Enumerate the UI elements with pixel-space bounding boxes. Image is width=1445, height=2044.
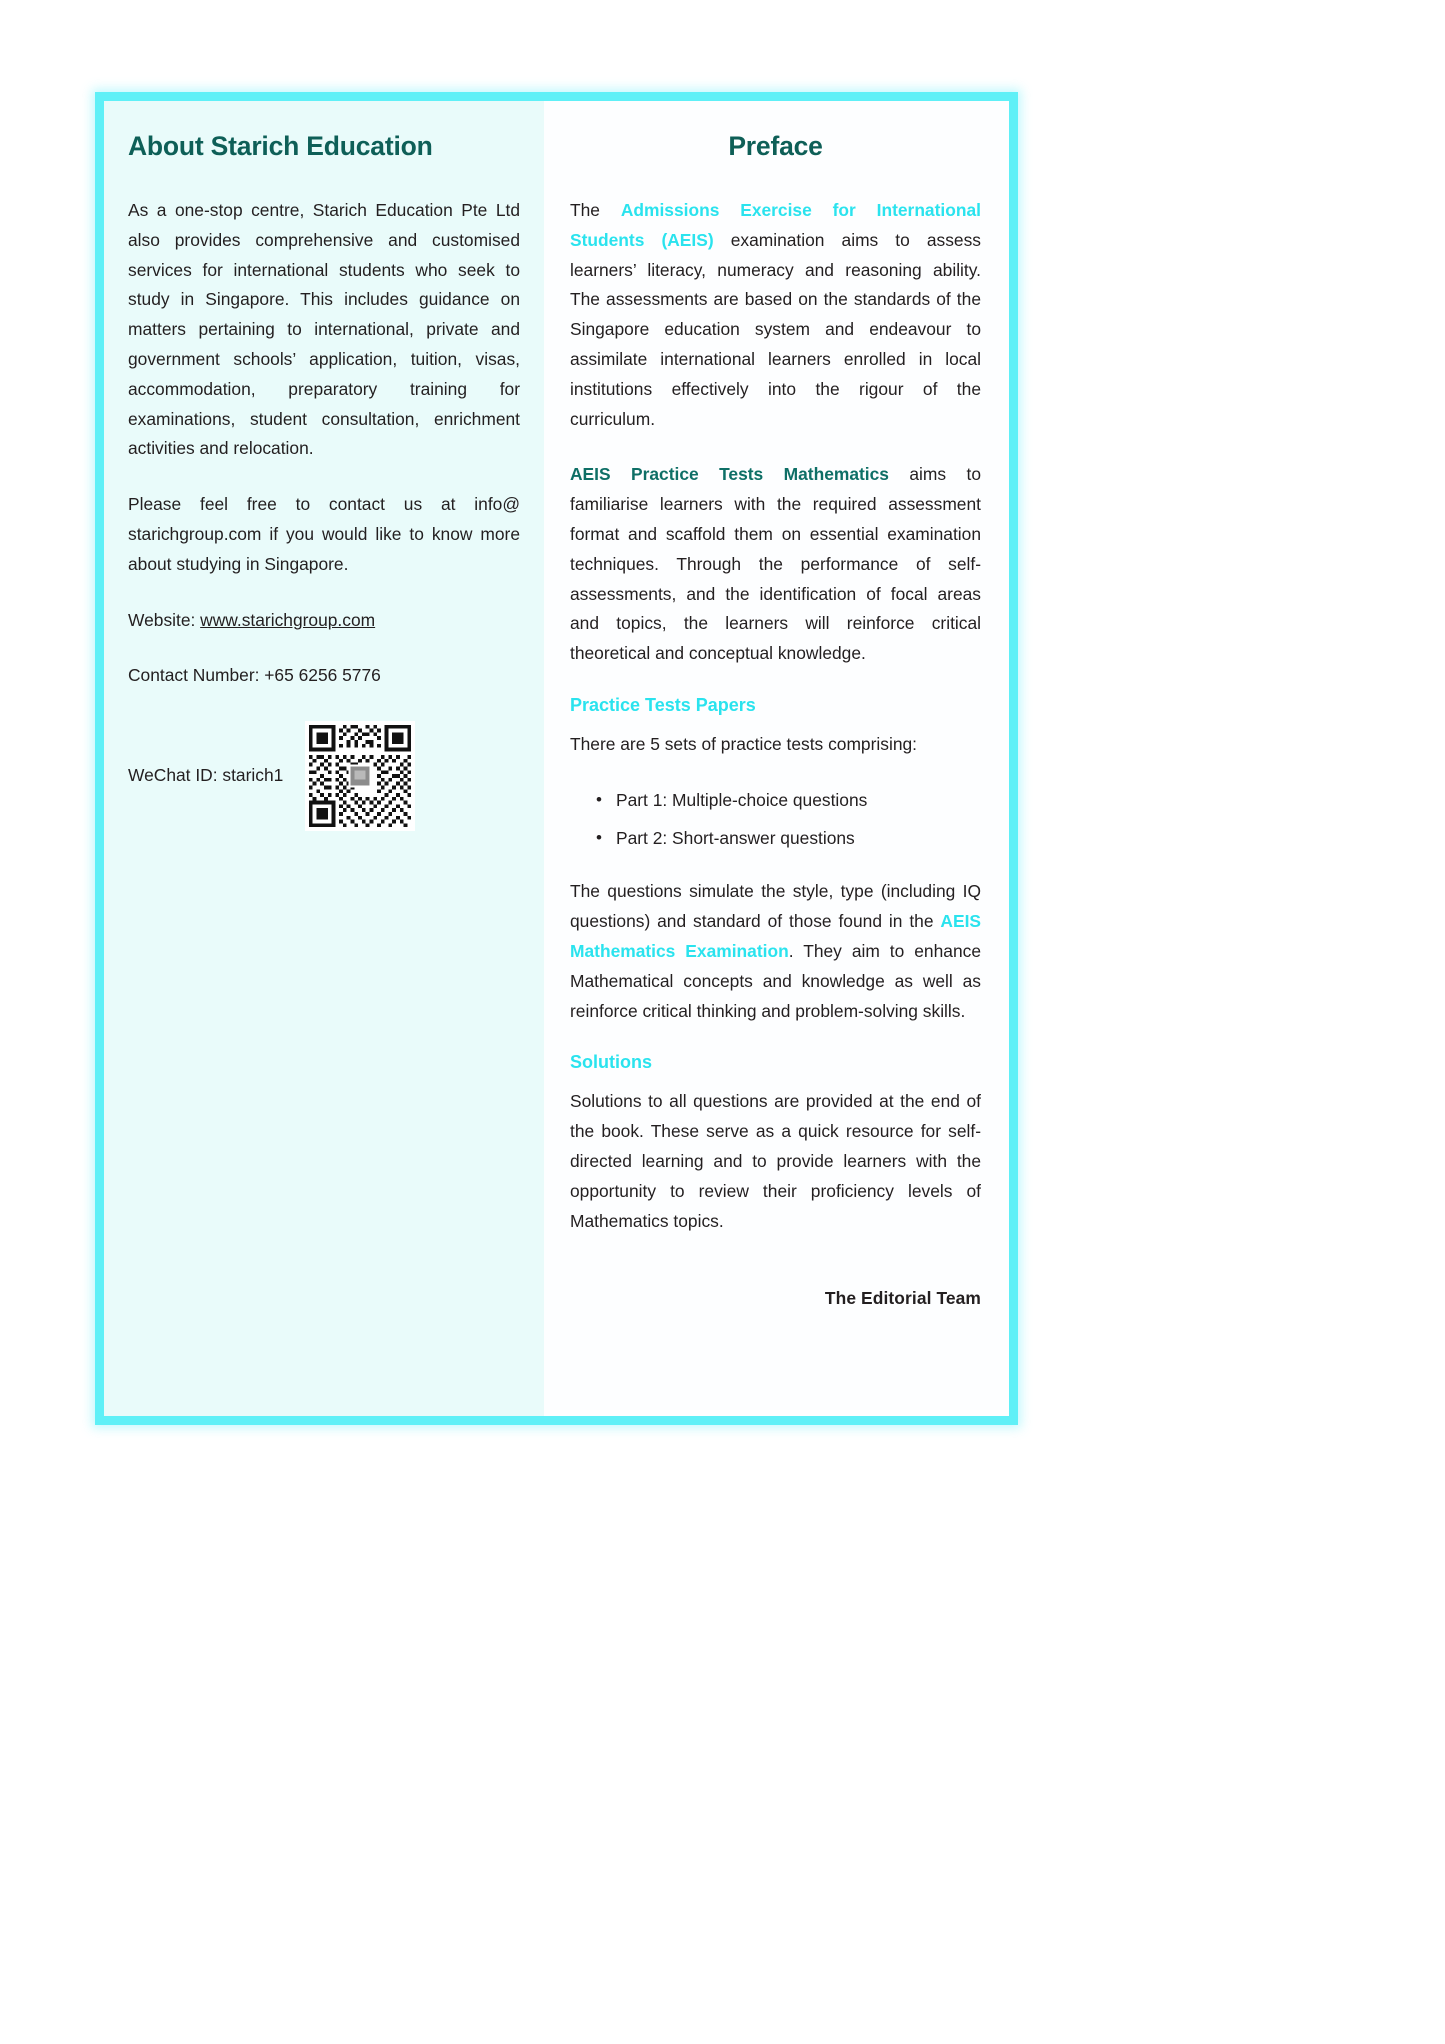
subheading-practice-tests-papers: Practice Tests Papers — [570, 694, 756, 715]
website-label: Website: — [128, 609, 201, 630]
right-column — [544, 101, 1009, 1416]
wechat-id-label: WeChat ID: starich1 — [128, 765, 284, 786]
preface-section-title: Preface — [728, 131, 823, 161]
about-section-title: About Starich Education — [128, 131, 433, 161]
preface-paragraph-3 — [570, 877, 981, 1026]
preface-p3-post: . They aim to enhance Mathematical concepts and knowledge as well as reinforce critical thinking and problem-solving skills. — [570, 940, 981, 1021]
list-item: • Part 1: Multiple-choice questions — [616, 786, 981, 816]
qr-code-icon — [305, 721, 415, 831]
preface-p3-pre: The questions simulate the style, type (including IQ questions) and standard of those found in the — [570, 881, 981, 932]
practice-tests-list — [570, 786, 981, 854]
about-paragraph-1: As a one-stop centre, Starich Education Pte Ltd also provides comprehensive and customised services for international students who seek to study in Singapore. This includes guidance on matters pertaining to international, private and government schools’ application, tuition, visas, accommodation, preparatory training for examinations, student consultation, enrichment activities and relocation. — [128, 200, 520, 459]
contact-number-line: Contact Number: +65 6256 5776 — [128, 665, 381, 686]
preface-p2-post: aims to familiarise learners with the required assessment format and scaffold them on essential examination techniques. Through the performance of self-assessments, and the identification of focal areas and topics, the learners will reinforce critical theoretical and conceptual knowledge. — [570, 464, 981, 664]
preface-p1-highlight: Admissions Exercise for International Students (AEIS) — [570, 200, 981, 250]
content-frame — [95, 92, 1018, 1425]
preface-p1-pre: The — [570, 200, 621, 220]
subheading-solutions: Solutions — [570, 1052, 652, 1073]
qr-code-svg — [305, 721, 415, 831]
wechat-row — [128, 721, 520, 831]
preface-paragraph-2 — [570, 460, 981, 669]
preface-p2-highlight: AEIS Practice Tests Mathematics — [570, 464, 889, 485]
preface-paragraph-1 — [570, 196, 981, 434]
website-line — [128, 606, 520, 636]
editorial-team-signoff: The Editorial Team — [824, 1288, 981, 1309]
website-url[interactable]: www.starichgroup.com — [200, 609, 376, 630]
preface-p3-highlight: AEIS Mathematics Examination — [570, 911, 981, 961]
preface-p1-post: examination aims to assess learners’ literacy, numeracy and reasoning ability. The assessments are based on the standards of the Singapore education system and endeavour to assimilate international learners enrolled in local institutions effectively into the rigour of the curriculum. — [570, 229, 981, 429]
about-paragraph-2: Please feel free to contact us at info@ starichgroup.com if you would like to know more about studying in Singapore. — [128, 494, 520, 574]
list-item: • Part 2: Short-answer questions — [616, 824, 981, 854]
solutions-paragraph: Solutions to all questions are provided at the end of the book. These serve as a quick resource for self-directed learning and to provide learners with the opportunity to review their proficiency levels of Mathematics topics. — [570, 1091, 981, 1231]
left-column — [104, 101, 544, 1416]
two-column-layout — [104, 101, 1009, 1416]
practice-tests-intro: There are 5 sets of practice tests comprising: — [570, 733, 917, 754]
